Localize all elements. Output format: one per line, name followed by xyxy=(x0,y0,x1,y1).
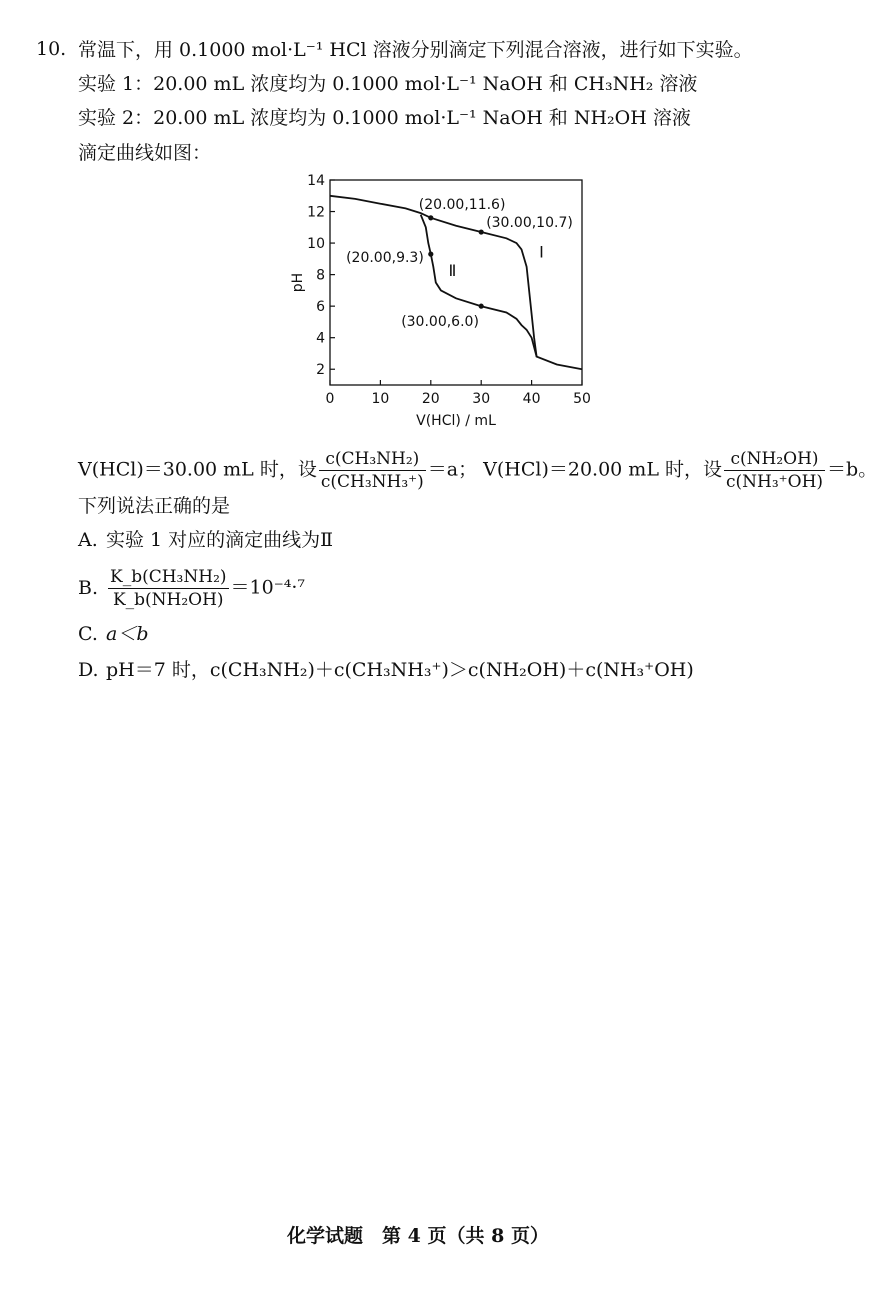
option-a-label: A. xyxy=(78,529,98,551)
fraction-b xyxy=(724,448,825,493)
data-point-label: (30.00,6.0) xyxy=(401,314,479,331)
prompt: 下列说法正确的是 xyxy=(78,495,231,517)
fraction-a xyxy=(319,448,426,493)
option-a-text: 实验 1 对应的滴定曲线为Ⅱ xyxy=(106,529,334,551)
x-tick-label: 30 xyxy=(472,391,491,407)
data-point xyxy=(428,215,433,220)
titration-chart xyxy=(0,168,836,428)
cond-b: V(HCl)＝20.00 mL 时，设 xyxy=(483,458,722,481)
option-c xyxy=(78,622,149,646)
option-c-text: a＜b xyxy=(106,623,149,645)
data-point xyxy=(428,252,433,257)
y-tick-label: 10 xyxy=(307,236,325,253)
fraction-a-numerator: c(CH₃NH₂) xyxy=(319,448,426,471)
option-c-label: C. xyxy=(78,623,98,645)
eq-a: ＝a； xyxy=(427,458,478,481)
experiment-1: 实验 1：20.00 mL 浓度均为 0.1000 mol·L⁻¹ NaOH 和 CH₃NH₂ 溶液 xyxy=(78,73,698,95)
data-point-label: (20.00,9.3) xyxy=(346,250,424,267)
x-tick-label: 50 xyxy=(573,391,591,407)
option-b-eq: ＝10⁻⁴·⁷ xyxy=(230,576,305,599)
y-tick-label: 6 xyxy=(316,299,325,316)
question-number: 10. xyxy=(36,38,67,60)
y-tick-label: 8 xyxy=(316,267,325,284)
question-intro: 常温下，用 0.1000 mol·L⁻¹ HCl 溶液分别滴定下列混合溶液，进行如下实验。 xyxy=(78,39,753,61)
fraction-b-numerator: c(NH₂OH) xyxy=(724,448,825,471)
cond-a: V(HCl)＝30.00 mL 时，设 xyxy=(78,458,317,481)
option-b-label: B. xyxy=(78,576,99,599)
option-b-fraction xyxy=(108,566,229,611)
data-point-label: (20.00,11.6) xyxy=(418,196,506,213)
data-point xyxy=(479,304,484,309)
y-tick-label: 14 xyxy=(307,173,325,189)
y-axis-label: pH xyxy=(290,272,306,293)
curve-2 xyxy=(421,215,537,357)
data-point xyxy=(479,229,484,234)
option-d-text: pH＝7 时，c(CH₃NH₂)＋c(CH₃NH₃⁺)＞c(NH₂OH)＋c(NH₃⁺OH) xyxy=(106,659,694,681)
curve-label-1: Ⅰ xyxy=(539,242,544,262)
y-tick-label: 12 xyxy=(307,204,325,221)
experiment-2: 实验 2：20.00 mL 浓度均为 0.1000 mol·L⁻¹ NaOH 和 NH₂OH 溶液 xyxy=(78,107,691,129)
option-b xyxy=(78,566,305,611)
definitions-line xyxy=(78,448,877,493)
eq-b: ＝b。 xyxy=(827,458,877,481)
option-a xyxy=(78,528,333,552)
x-tick-label: 10 xyxy=(371,391,390,407)
fraction-b-denominator: c(NH₃⁺OH) xyxy=(725,472,824,492)
option-d-label: D. xyxy=(78,659,99,681)
data-point-label: (30.00,10.7) xyxy=(486,215,573,232)
y-tick-label: 4 xyxy=(316,330,325,347)
curve-label-2: Ⅱ xyxy=(448,261,457,281)
fraction-a-denominator: c(CH₃NH₃⁺) xyxy=(320,472,424,492)
x-tick-label: 0 xyxy=(325,391,335,407)
option-b-numerator: K_b(CH₃NH₂) xyxy=(110,567,227,587)
option-d xyxy=(78,658,694,682)
x-tick-label: 20 xyxy=(421,391,440,407)
chart-plot-area xyxy=(290,173,591,429)
x-tick-label: 40 xyxy=(522,391,541,407)
x-axis-label: V(HCl) / mL xyxy=(416,413,496,429)
page-footer: 化学试题 第 4 页（共 8 页） xyxy=(287,1225,549,1247)
option-b-denominator: K_b(NH₂OH) xyxy=(112,590,224,610)
y-tick-label: 2 xyxy=(316,362,325,379)
curve-caption: 滴定曲线如图： xyxy=(78,142,212,164)
